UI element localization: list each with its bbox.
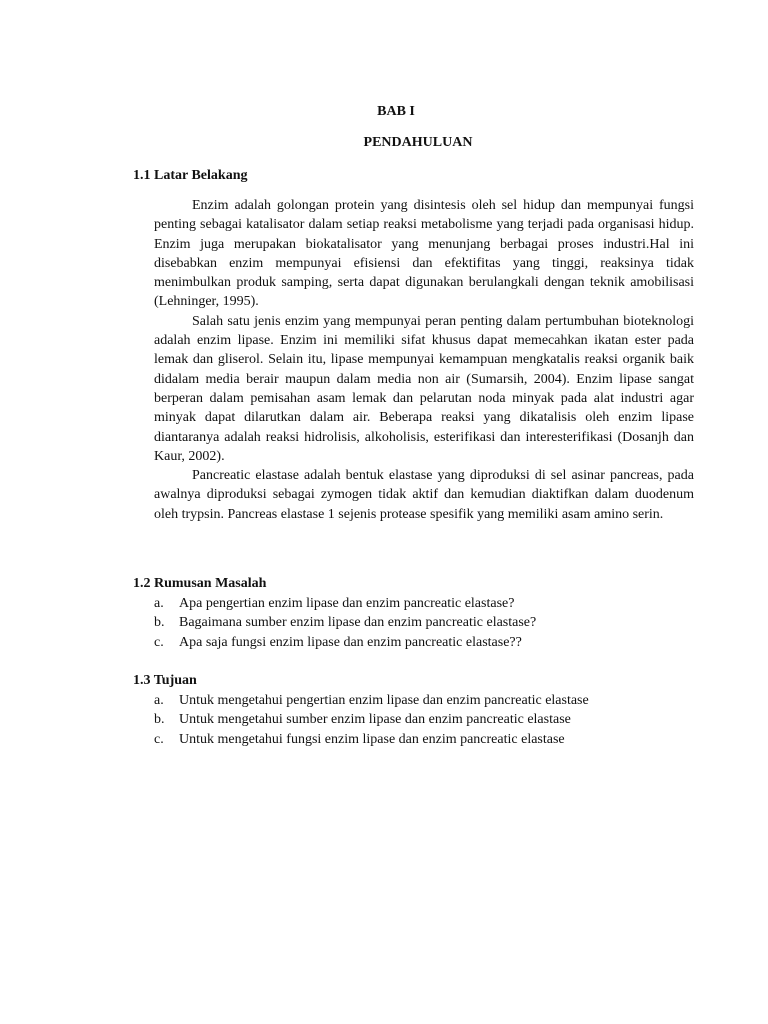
objective-list <box>154 691 694 749</box>
list-marker: b. <box>154 615 165 631</box>
problem-list <box>154 594 694 652</box>
list-item-text: Untuk mengetahui fungsi enzim lipase dan enzim pancreatic elastase <box>179 731 565 747</box>
list-item-text: Bagaimana sumber enzim lipase dan enzim pancreatic elastase? <box>179 615 537 631</box>
list-item <box>154 633 694 652</box>
list-marker: b. <box>154 712 165 728</box>
chapter-title: PENDAHULUAN <box>363 135 473 150</box>
section-heading-rumusan-masalah: 1.2 Rumusan Masalah <box>133 576 267 591</box>
chapter-number: BAB I <box>377 104 415 119</box>
list-marker: c. <box>154 731 164 747</box>
list-item-text: Untuk mengetahui pengertian enzim lipase dan enzim pancreatic elastase <box>179 693 589 708</box>
list-item-text: Apa saja fungsi enzim lipase dan enzim pancreatic elastase?? <box>179 634 522 650</box>
list-item <box>154 691 694 710</box>
paragraph: Pancreatic elastase adalah bentuk elastase yang diproduksi di sel asinar pancreas, pada awalnya diproduksi sebagai zymogen tidak aktif dan kemudian diaktifkan dalam duodenum oleh trypsin. Pancreas elastase 1 sejenis protease spesifik yang memiliki asam amino serin. <box>154 468 694 522</box>
list-item <box>154 613 694 632</box>
list-marker: a. <box>154 596 164 611</box>
list-item <box>154 594 694 613</box>
list-item-text: Untuk mengetahui sumber enzim lipase dan enzim pancreatic elastase <box>179 712 571 728</box>
list-item-text: Apa pengertian enzim lipase dan enzim pancreatic elastase? <box>179 596 515 611</box>
paragraph: Enzim adalah golongan protein yang disintesis oleh sel hidup dan mempunyai fungsi penting sebagai katalisator dalam setiap reaksi metabolisme yang terjadi pada organisasi hidup. Enzim juga merupakan biokatalisator yang menunjang berbagai proses industri.Hal ini disebabkan enzim mempunyai efisiensi dan efektifitas yang tinggi, reaksinya tidak menimbulkan produk samping, serta dapat digunakan berulangkali dengan teknik amobilisasi (Lehninger, 1995). <box>154 198 694 310</box>
list-marker: a. <box>154 693 164 708</box>
section-heading-latar-belakang: 1.1 Latar Belakang <box>133 168 248 183</box>
list-marker: c. <box>154 634 164 650</box>
section-heading-tujuan: 1.3 Tujuan <box>133 673 197 688</box>
list-item <box>154 730 694 749</box>
paragraph: Salah satu jenis enzim yang mempunyai peran penting dalam pertumbuhan bioteknologi adalah enzim lipase. Enzim ini memiliki sifat khusus dapat memecahkan ikatan ester pada lemak dan gliserol. Selain itu, lipase mempunyai kemampuan mengkatalis reaksi organik baik didalam media berair maupun dalam media non air (Sumarsih, 2004). Enzim lipase sangat berperan dalam pemisahan asam lemak dan pelarutan noda minyak pada alat industri agar minyak dapat dilarutkan dalam air. Beberapa reaksi yang dikatalisis oleh enzim lipase diantaranya adalah reaksi hidrolisis, alkoholisis, esterifikasi dan interesterifikasi (Dosanjh dan Kaur, 2002). <box>154 313 694 464</box>
background-body <box>154 196 694 524</box>
list-item <box>154 710 694 729</box>
